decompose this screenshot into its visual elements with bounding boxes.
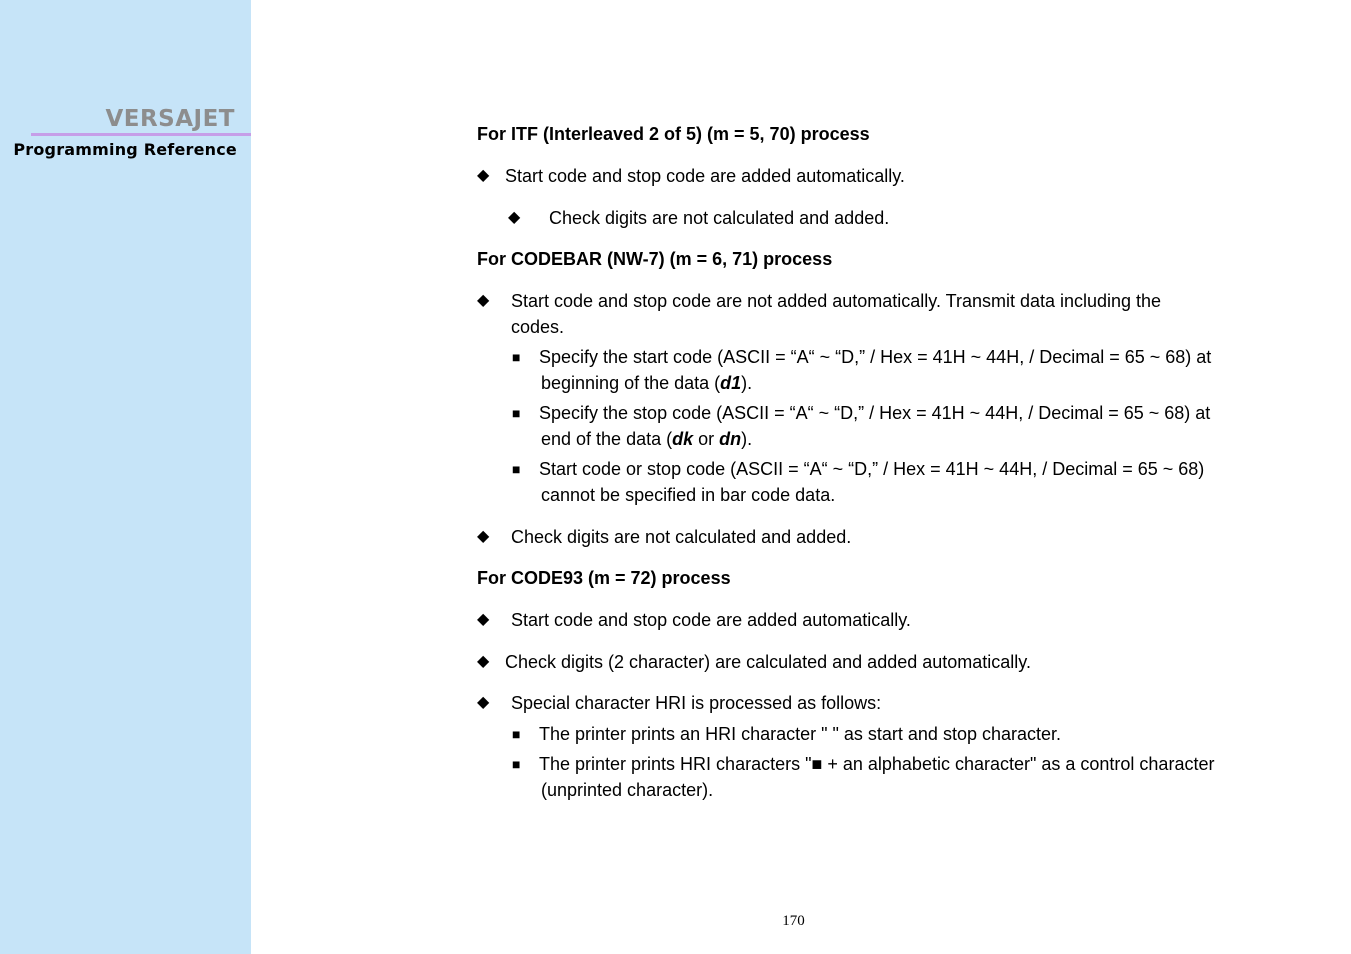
brand-logo: VERSAJET: [105, 106, 235, 132]
sub-bullet-text: The printer prints an HRI character " " as start and stop character.: [539, 724, 1062, 744]
page-number: 170: [782, 913, 805, 929]
diamond-bullet-icon: ◆: [508, 209, 521, 226]
diamond-bullet-icon: ◆: [477, 653, 490, 670]
sub-bullet-text-continued: cannot be specified in bar code data.: [541, 485, 836, 505]
square-bullet-icon: ■: [512, 726, 521, 742]
bullet-text: Special character HRI is processed as follows:: [511, 693, 882, 713]
sub-bullet-text: Specify the stop code (ASCII = “A“ ~ “D,” / Hex = 41H ~ 44H, / Decimal = 65 ~ 68) at: [539, 403, 1211, 423]
bullet-text-continued: codes.: [511, 317, 565, 337]
sub-bullet-text-continued: beginning of the data (d1).: [541, 373, 753, 393]
diamond-bullet-icon: ◆: [477, 611, 490, 628]
bullet-text: Check digits are not calculated and added.: [549, 208, 890, 228]
square-bullet-icon: ■: [512, 461, 521, 477]
document-subtitle: Programming Reference: [13, 140, 237, 159]
sub-bullet-text-continued: (unprinted character).: [541, 780, 714, 800]
sub-bullet-text: The printer prints HRI characters "■ + an alphabetic character" as a control character: [539, 754, 1215, 774]
sub-bullet-text: Start code or stop code (ASCII = “A“ ~ “D,” / Hex = 41H ~ 44H, / Decimal = 65 ~ 68): [539, 459, 1205, 479]
bullet-text: Start code and stop code are added automatically.: [511, 610, 911, 630]
section-heading-codebar: For CODEBAR (NW-7) (m = 6, 71) process: [477, 249, 833, 269]
diamond-bullet-icon: ◆: [477, 292, 490, 309]
bullet-text: Start code and stop code are not added automatically. Transmit data including the: [511, 291, 1162, 311]
diamond-bullet-icon: ◆: [477, 167, 490, 184]
bullet-text: Check digits (2 character) are calculated and added automatically.: [505, 652, 1031, 672]
section-heading-code93: For CODE93 (m = 72) process: [477, 568, 731, 588]
sidebar: [0, 0, 251, 954]
section-heading-itf: For ITF (Interleaved 2 of 5) (m = 5, 70) process: [477, 124, 870, 144]
sub-bullet-text-continued: end of the data (dk or dn).: [541, 429, 753, 449]
square-bullet-icon: ■: [512, 349, 521, 365]
bullet-text: Start code and stop code are added automatically.: [505, 166, 905, 186]
diamond-bullet-icon: ◆: [477, 528, 490, 545]
diamond-bullet-icon: ◆: [477, 694, 490, 711]
bullet-text: Check digits are not calculated and added.: [511, 527, 852, 547]
sub-bullet-text: Specify the start code (ASCII = “A“ ~ “D,” / Hex = 41H ~ 44H, / Decimal = 65 ~ 68) at: [539, 347, 1212, 367]
square-bullet-icon: ■: [512, 756, 521, 772]
square-bullet-icon: ■: [512, 405, 521, 421]
brand-divider: [31, 133, 251, 136]
